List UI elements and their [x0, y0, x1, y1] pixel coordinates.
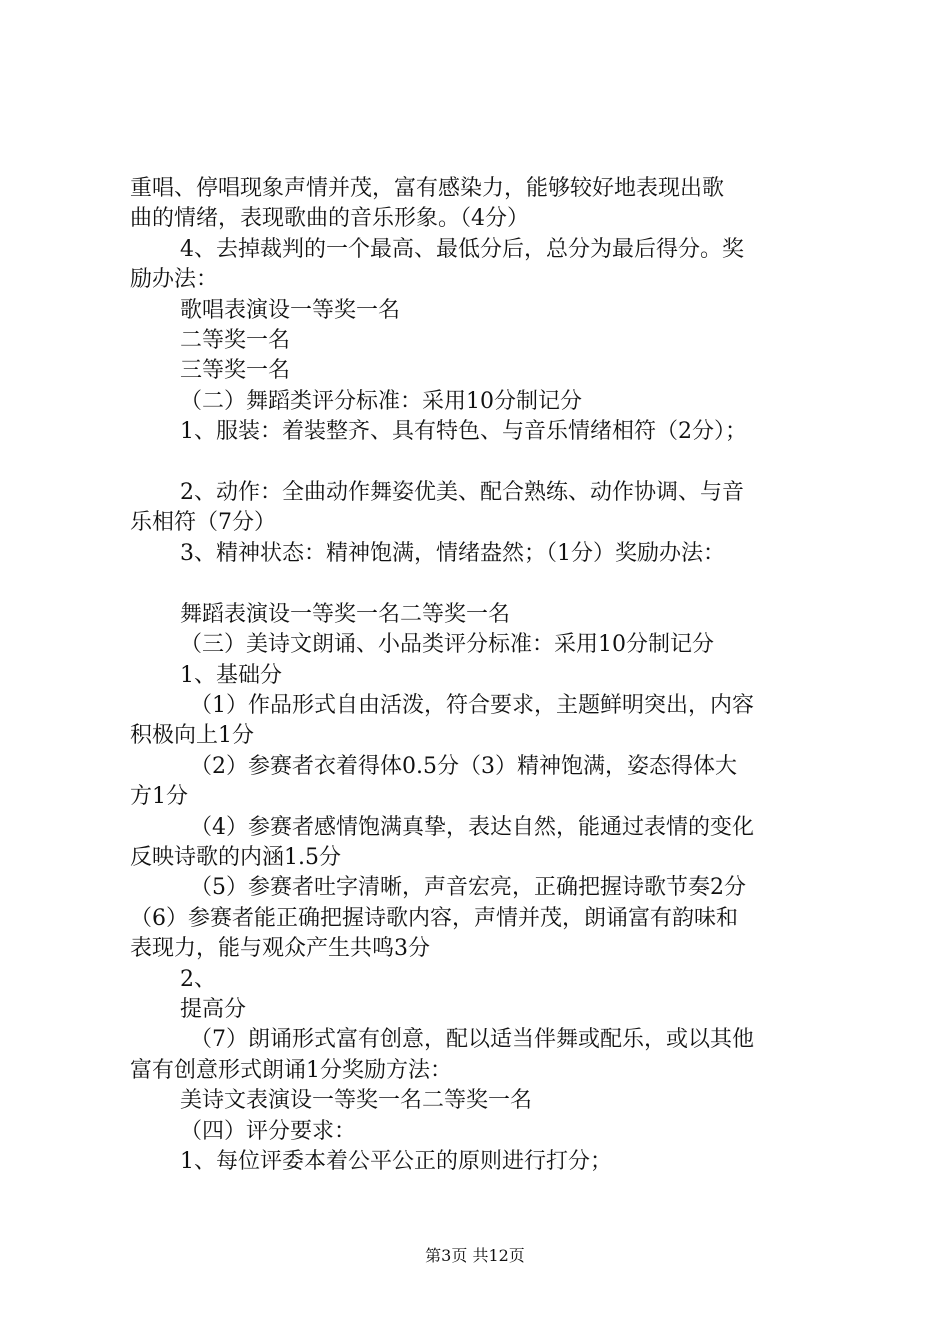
body-line: 1、服装：着装整齐、具有特色、与音乐情绪相符（2分）； [180, 419, 747, 445]
body-line: （1）作品形式自由活泼，符合要求，主题鲜明突出，内容 [190, 692, 754, 718]
body-line: 1、每位评委本着公平公正的原则进行打分； [180, 1149, 612, 1174]
body-line: 反映诗歌的内涵1.5分 [130, 844, 341, 870]
body-line: 4、去掉裁判的一个最高、最低分后，总分为最后得分。奖 [180, 236, 744, 262]
body-line: 2、动作：全曲动作舞姿优美、配合熟练、动作协调、与音 [180, 480, 744, 506]
body-line [130, 448, 830, 478]
body-line: （7）朗诵形式富有创意，配以适当伴舞或配乐，或以其他 [190, 1027, 754, 1053]
body-line: 2、 [180, 966, 216, 992]
body-line: （2）参赛者衣着得体0.5分（3）精神饱满，姿态得体大 [190, 753, 737, 779]
body-line: 三等奖一名 [180, 358, 291, 384]
body-line: 乐相符（7分） [130, 510, 276, 536]
body-line: 3、精神状态：精神饱满，情绪盎然；（1分）奖励办法： [180, 540, 725, 566]
document-body [130, 174, 830, 1177]
body-line: （四）评分要求： [180, 1118, 357, 1144]
body-line: 曲的情绪，表现歌曲的音乐形象。（4分） [130, 206, 529, 232]
page-footer: 第3页 共12页 [425, 1246, 525, 1265]
body-line: （三）美诗文朗诵、小品类评分标准：采用10分制记分 [180, 632, 714, 658]
body-line: （二）舞蹈类评分标准：采用10分制记分 [180, 388, 582, 414]
body-line: （6）参赛者能正确把握诗歌内容，声情并茂，朗诵富有韵味和 [130, 905, 738, 931]
body-line: 歌唱表演设一等奖一名 [180, 297, 401, 323]
body-line: 积极向上1分 [130, 723, 254, 749]
body-line: 舞蹈表演设一等奖一名二等奖一名 [180, 601, 511, 627]
body-line: 励办法： [130, 267, 219, 293]
body-line [130, 569, 830, 599]
body-line: 富有创意形式朗诵1分奖励方法： [130, 1057, 452, 1083]
body-line: 方1分 [130, 784, 188, 810]
body-line: 二等奖一名 [180, 328, 291, 354]
body-line: 1、基础分 [180, 662, 282, 688]
body-line: 提高分 [180, 996, 247, 1022]
body-line: （5）参赛者吐字清晰，声音宏亮，正确把握诗歌节奏2分 [190, 875, 746, 901]
body-line: 重唱、停唱现象声情并茂，富有感染力，能够较好地表现出歌 [130, 176, 725, 201]
body-line: 表现力，能与观众产生共鸣3分 [130, 936, 430, 962]
body-line: （4）参赛者感情饱满真挚，表达自然，能通过表情的变化 [190, 814, 754, 840]
body-line: 美诗文表演设一等奖一名二等奖一名 [180, 1088, 533, 1114]
